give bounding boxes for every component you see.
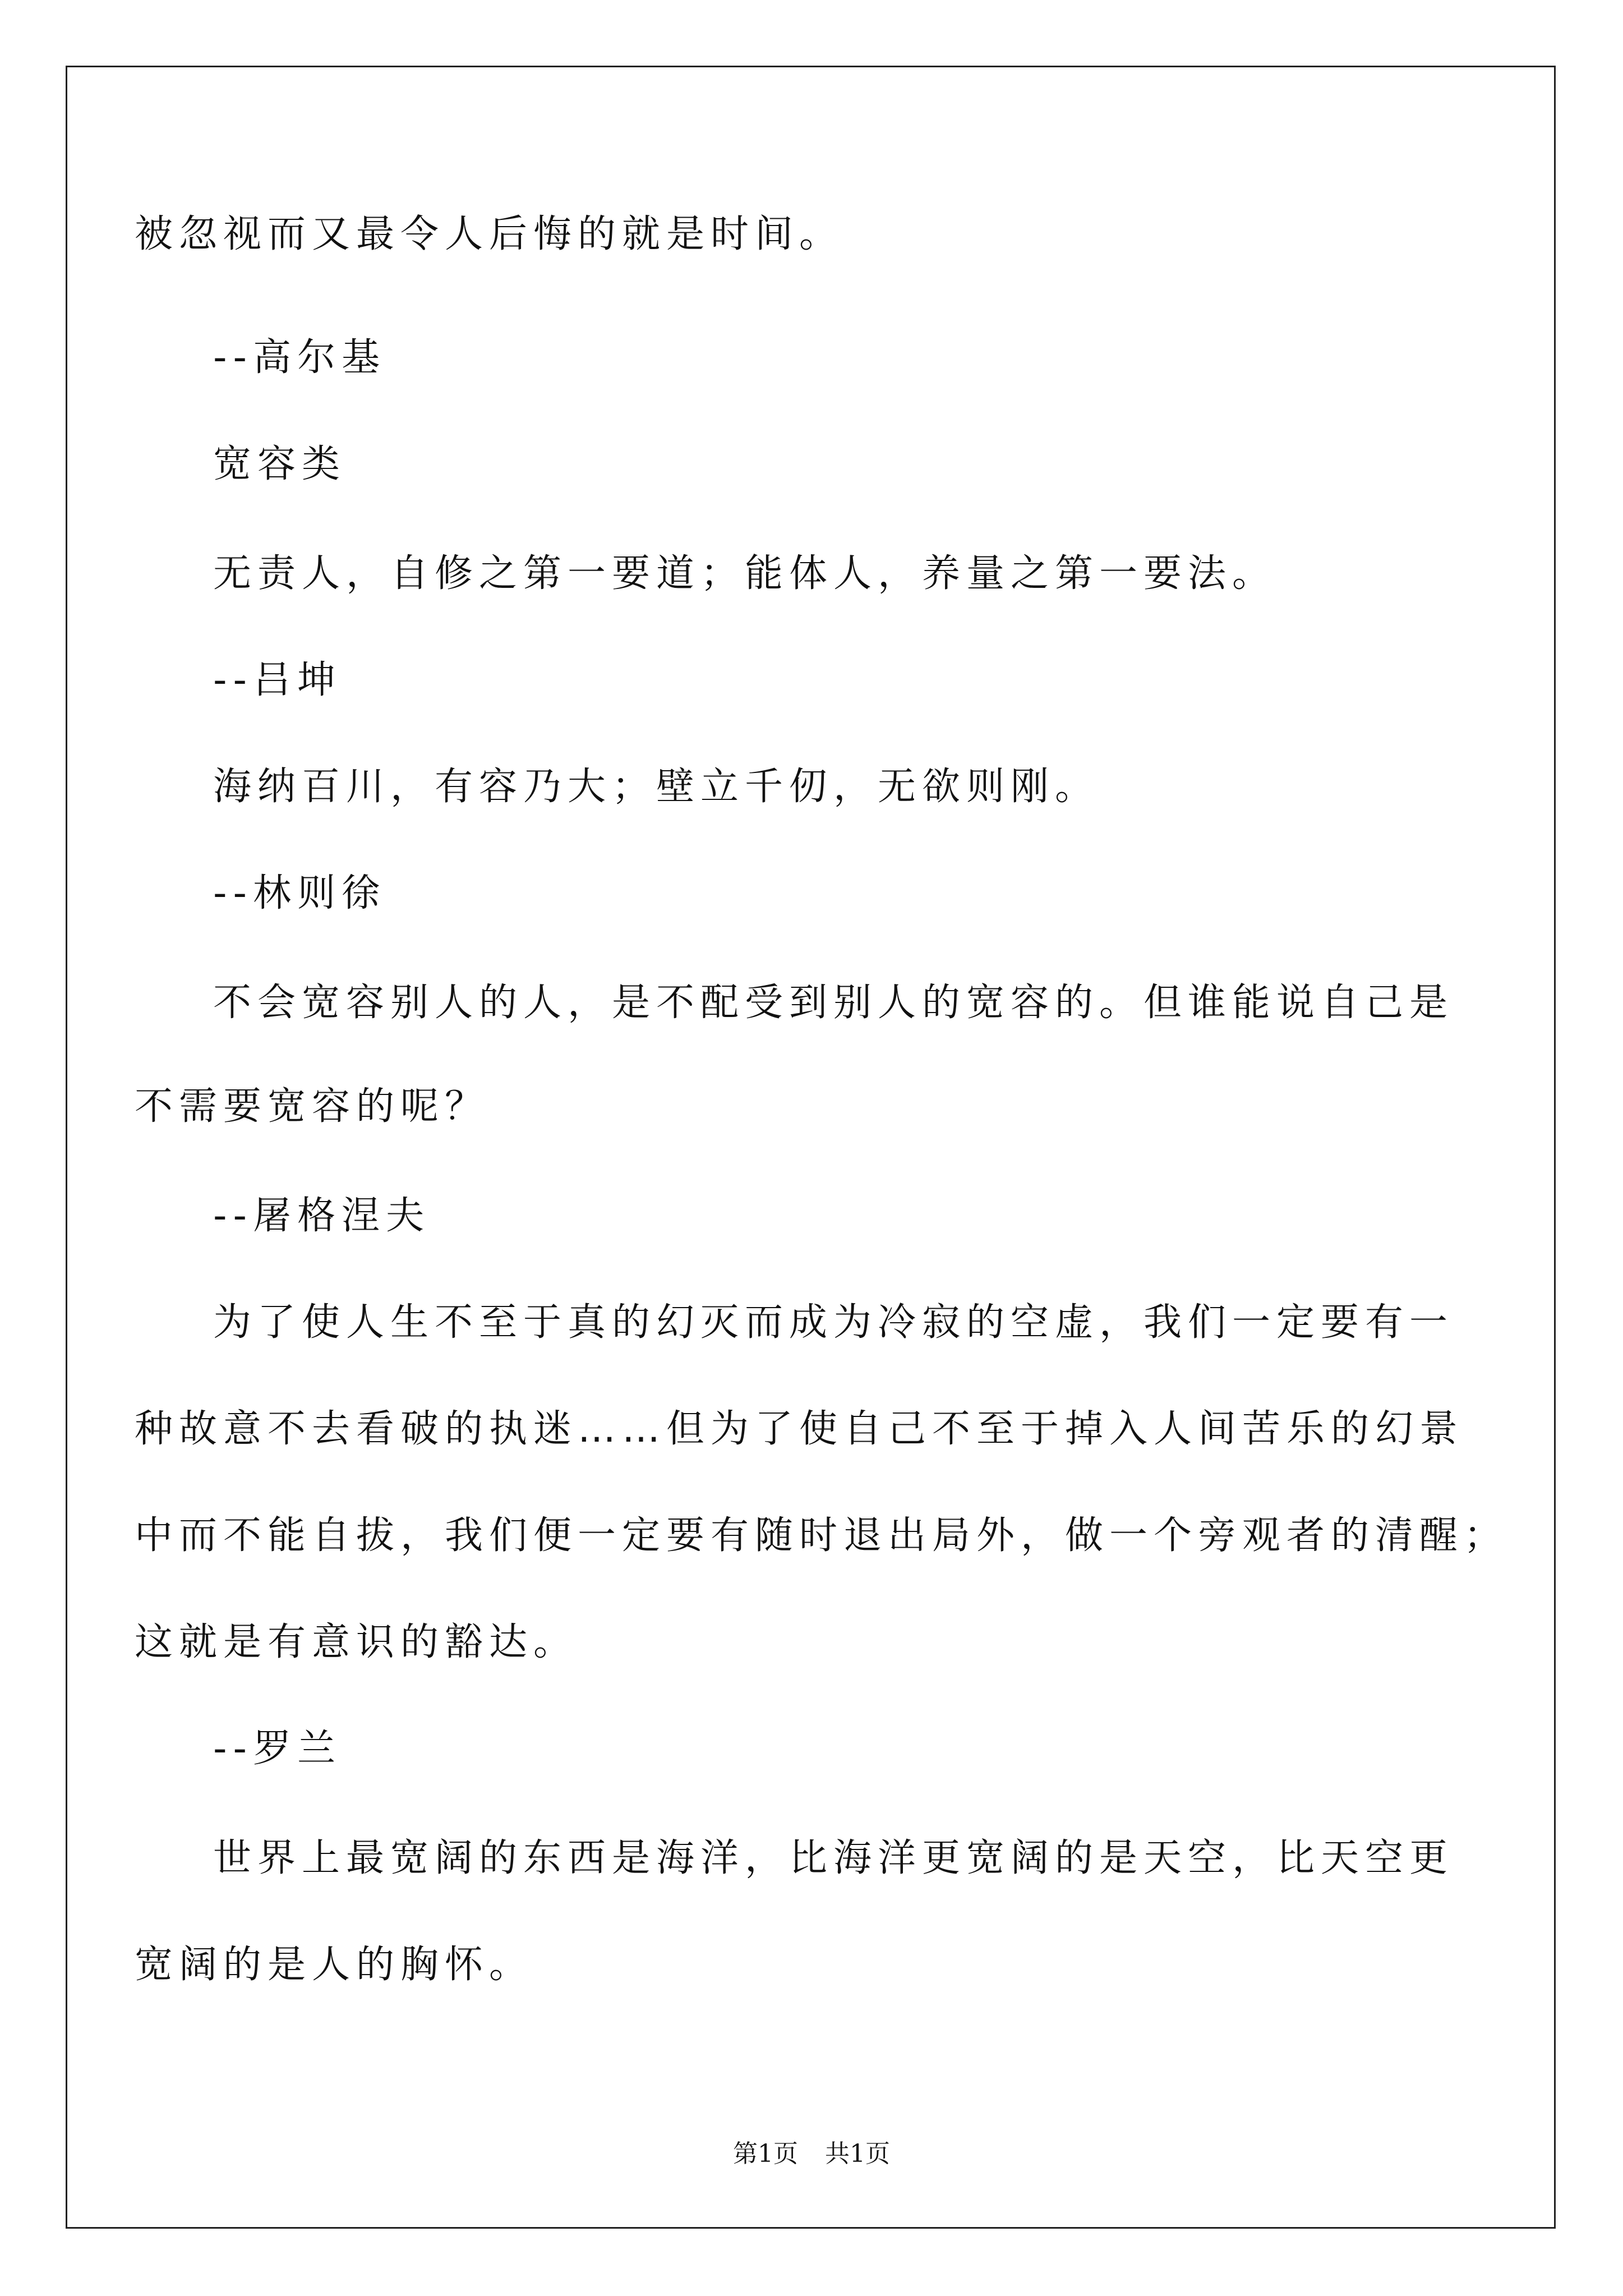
text-line: 种故意不去看破的执迷……但为了使自己不至于掉入人间苦乐的幻景 [135, 1407, 1464, 1451]
text-line: 中而不能自拔，我们便一定要有随时退出局外，做一个旁观者的清醒； [135, 1513, 1509, 1558]
page-number-current: 第1页 [733, 2139, 798, 2168]
text-line: 为了使人生不至于真的幻灭而成为冷寂的空虚，我们一定要有一 [213, 1300, 1454, 1345]
text-line: 宽阔的是人的胸怀。 [135, 1943, 534, 1987]
text-line: 这就是有意识的豁达。 [135, 1620, 578, 1664]
attribution-line: --屠格涅夫 [213, 1194, 431, 1238]
text-line: 世界上最宽阔的东西是海洋，比海洋更宽阔的是天空，比天空更 [213, 1836, 1454, 1880]
section-heading: 宽容类 [213, 442, 347, 486]
page-footer [0, 2137, 1623, 2171]
text-line: 被忽视而又最令人后悔的就是时间。 [135, 212, 844, 256]
attribution-line: --高尔基 [213, 335, 386, 380]
text-line: 不会宽容别人的人，是不配受到别人的宽容的。但谁能说自己是 [213, 981, 1454, 1025]
text-line: 海纳百川，有容乃大；壁立千仞，无欲则刚。 [213, 765, 1100, 809]
attribution-line: --吕坤 [213, 658, 342, 702]
text-line: 不需要宽容的呢？ [135, 1084, 490, 1129]
text-line: 无责人，自修之第一要道；能体人，养量之第一要法。 [213, 551, 1277, 596]
attribution-line: --罗兰 [213, 1727, 342, 1771]
page-border [66, 66, 1556, 2229]
page-number-total: 共1页 [825, 2139, 890, 2168]
attribution-line: --林则徐 [213, 871, 386, 915]
